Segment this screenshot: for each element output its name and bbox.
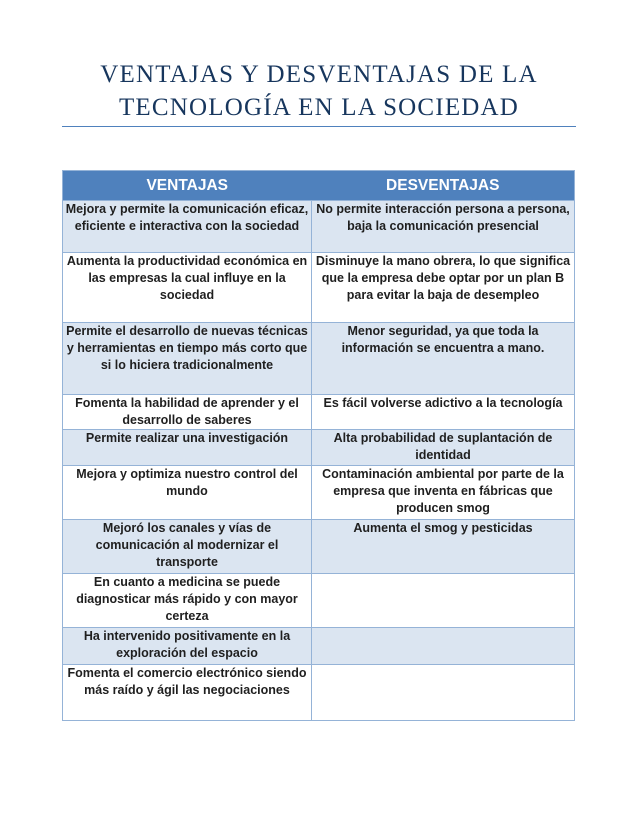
table-row: [63, 628, 575, 665]
desventaja-cell: Es fácil volverse adictivo a la tecnología: [312, 395, 575, 430]
ventaja-cell: Permite el desarrollo de nuevas técnicas y herramientas en tiempo más corto que si lo hiciera tradicionalmente: [63, 323, 312, 395]
ventaja-cell: Permite realizar una investigación: [63, 430, 312, 466]
header-ventajas: VENTAJAS: [63, 171, 312, 201]
ventaja-cell: Mejora y optimiza nuestro control del mundo: [63, 466, 312, 520]
desventaja-cell: [312, 665, 575, 721]
table-header-row: [63, 171, 575, 201]
table-row: [63, 395, 575, 430]
ventaja-cell: Aumenta la productividad económica en las empresas la cual influye en la sociedad: [63, 253, 312, 323]
comparison-table: [62, 170, 575, 721]
table-row: [63, 430, 575, 466]
title-underline: [62, 126, 576, 127]
table-row: [63, 201, 575, 253]
table-row: [63, 323, 575, 395]
document-title: VENTAJAS Y DESVENTAJAS DE LA TECNOLOGÍA EN LA SOCIEDAD: [100, 61, 538, 121]
ventaja-cell: Mejora y permite la comunicación eficaz, eficiente e interactiva con la sociedad: [63, 201, 312, 253]
desventaja-cell: No permite interacción persona a persona, baja la comunicación presencial: [312, 201, 575, 253]
ventaja-cell: Fomenta el comercio electrónico siendo más raído y ágil las negociaciones: [63, 665, 312, 721]
ventaja-cell: En cuanto a medicina se puede diagnosticar más rápido y con mayor certeza: [63, 574, 312, 628]
desventaja-cell: [312, 574, 575, 628]
table-row: [63, 253, 575, 323]
table-row: [63, 574, 575, 628]
desventaja-cell: [312, 628, 575, 665]
desventaja-cell: Contaminación ambiental por parte de la empresa que inventa en fábricas que producen smog: [312, 466, 575, 520]
desventaja-cell: Menor seguridad, ya que toda la información se encuentra a mano.: [312, 323, 575, 395]
table-row: [63, 665, 575, 721]
table-row: [63, 466, 575, 520]
ventaja-cell: Mejoró los canales y vías de comunicación al modernizar el transporte: [63, 520, 312, 574]
desventaja-cell: Alta probabilidad de suplantación de identidad: [312, 430, 575, 466]
header-desventajas: DESVENTAJAS: [312, 171, 575, 201]
desventaja-cell: Disminuye la mano obrera, lo que significa que la empresa debe optar por un plan B para evitar la baja de desempleo: [312, 253, 575, 323]
ventaja-cell: Ha intervenido positivamente en la exploración del espacio: [63, 628, 312, 665]
ventaja-cell: Fomenta la habilidad de aprender y el desarrollo de saberes: [63, 395, 312, 430]
desventaja-cell: Aumenta el smog y pesticidas: [312, 520, 575, 574]
table-row: [63, 520, 575, 574]
